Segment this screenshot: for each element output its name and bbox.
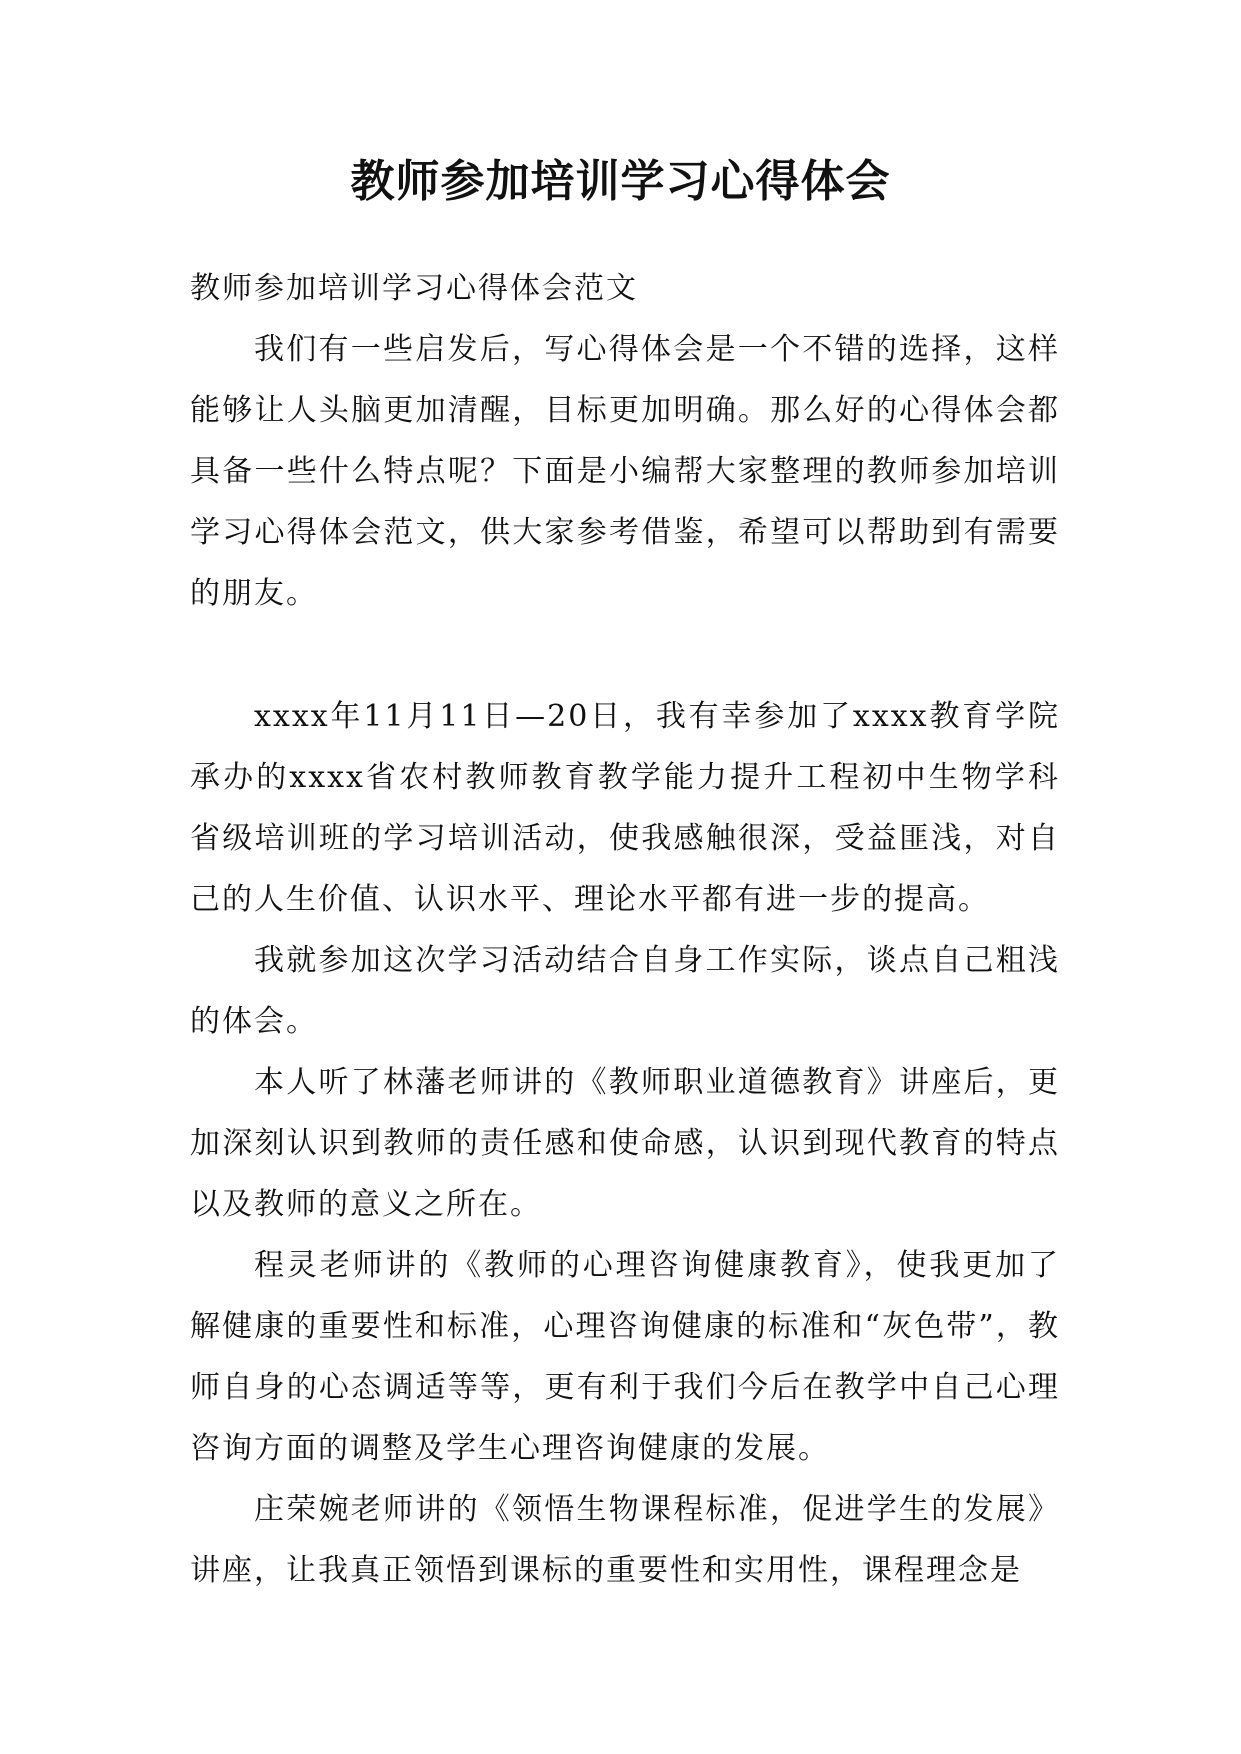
body-paragraph-3: 本人听了林藩老师讲的《教师职业道德教育》讲座后，更加深刻认识到教师的责任感和使命感，认识到现代教育的特点以及教师的意义之所在。 [190, 1065, 1060, 1222]
document-title: 教师参加培训学习心得体会 [350, 156, 891, 207]
intro-paragraph: 我们有一些启发后，写心得体会是一个不错的选择，这样能够让人头脑更加清醒，目标更加明确。那么好的心得体会都具备一些什么特点呢？下面是小编帮大家整理的教师参加培训学习心得体会范文，供大家参考借鉴，希望可以帮助到有需要的朋友。 [190, 332, 1060, 611]
document-subtitle: 教师参加培训学习心得体会范文 [190, 271, 638, 306]
body-paragraph-1: xxxx年11月11日—20日，我有幸参加了xxxx教育学院承办的xxxx省农村教师教育教学能力提升工程初中生物学科省级培训班的学习培训活动，使我感触很深，受益匪浅，对自己的人生价值、认识水平、理论水平都有进一步的提高。 [190, 699, 1060, 917]
paragraph-spacer [190, 624, 1060, 686]
body-paragraph-4: 程灵老师讲的《教师的心理咨询健康教育》，使我更加了解健康的重要性和标准，心理咨询健康的标准和“灰色带”，教师自身的心态调适等等，更有利于我们今后在教学中自己心理咨询方面的调整及学生心理咨询健康的发展。 [190, 1248, 1060, 1466]
body-paragraph-2: 我就参加这次学习活动结合自身工作实际，谈点自己粗浅的体会。 [190, 943, 1060, 1039]
document-body [190, 258, 1060, 1601]
body-paragraph-5: 庄荣婉老师讲的《领悟生物课程标准，促进学生的发展》讲座，让我真正领悟到课标的重要性和实用性，课程理念是 [190, 1492, 1060, 1588]
